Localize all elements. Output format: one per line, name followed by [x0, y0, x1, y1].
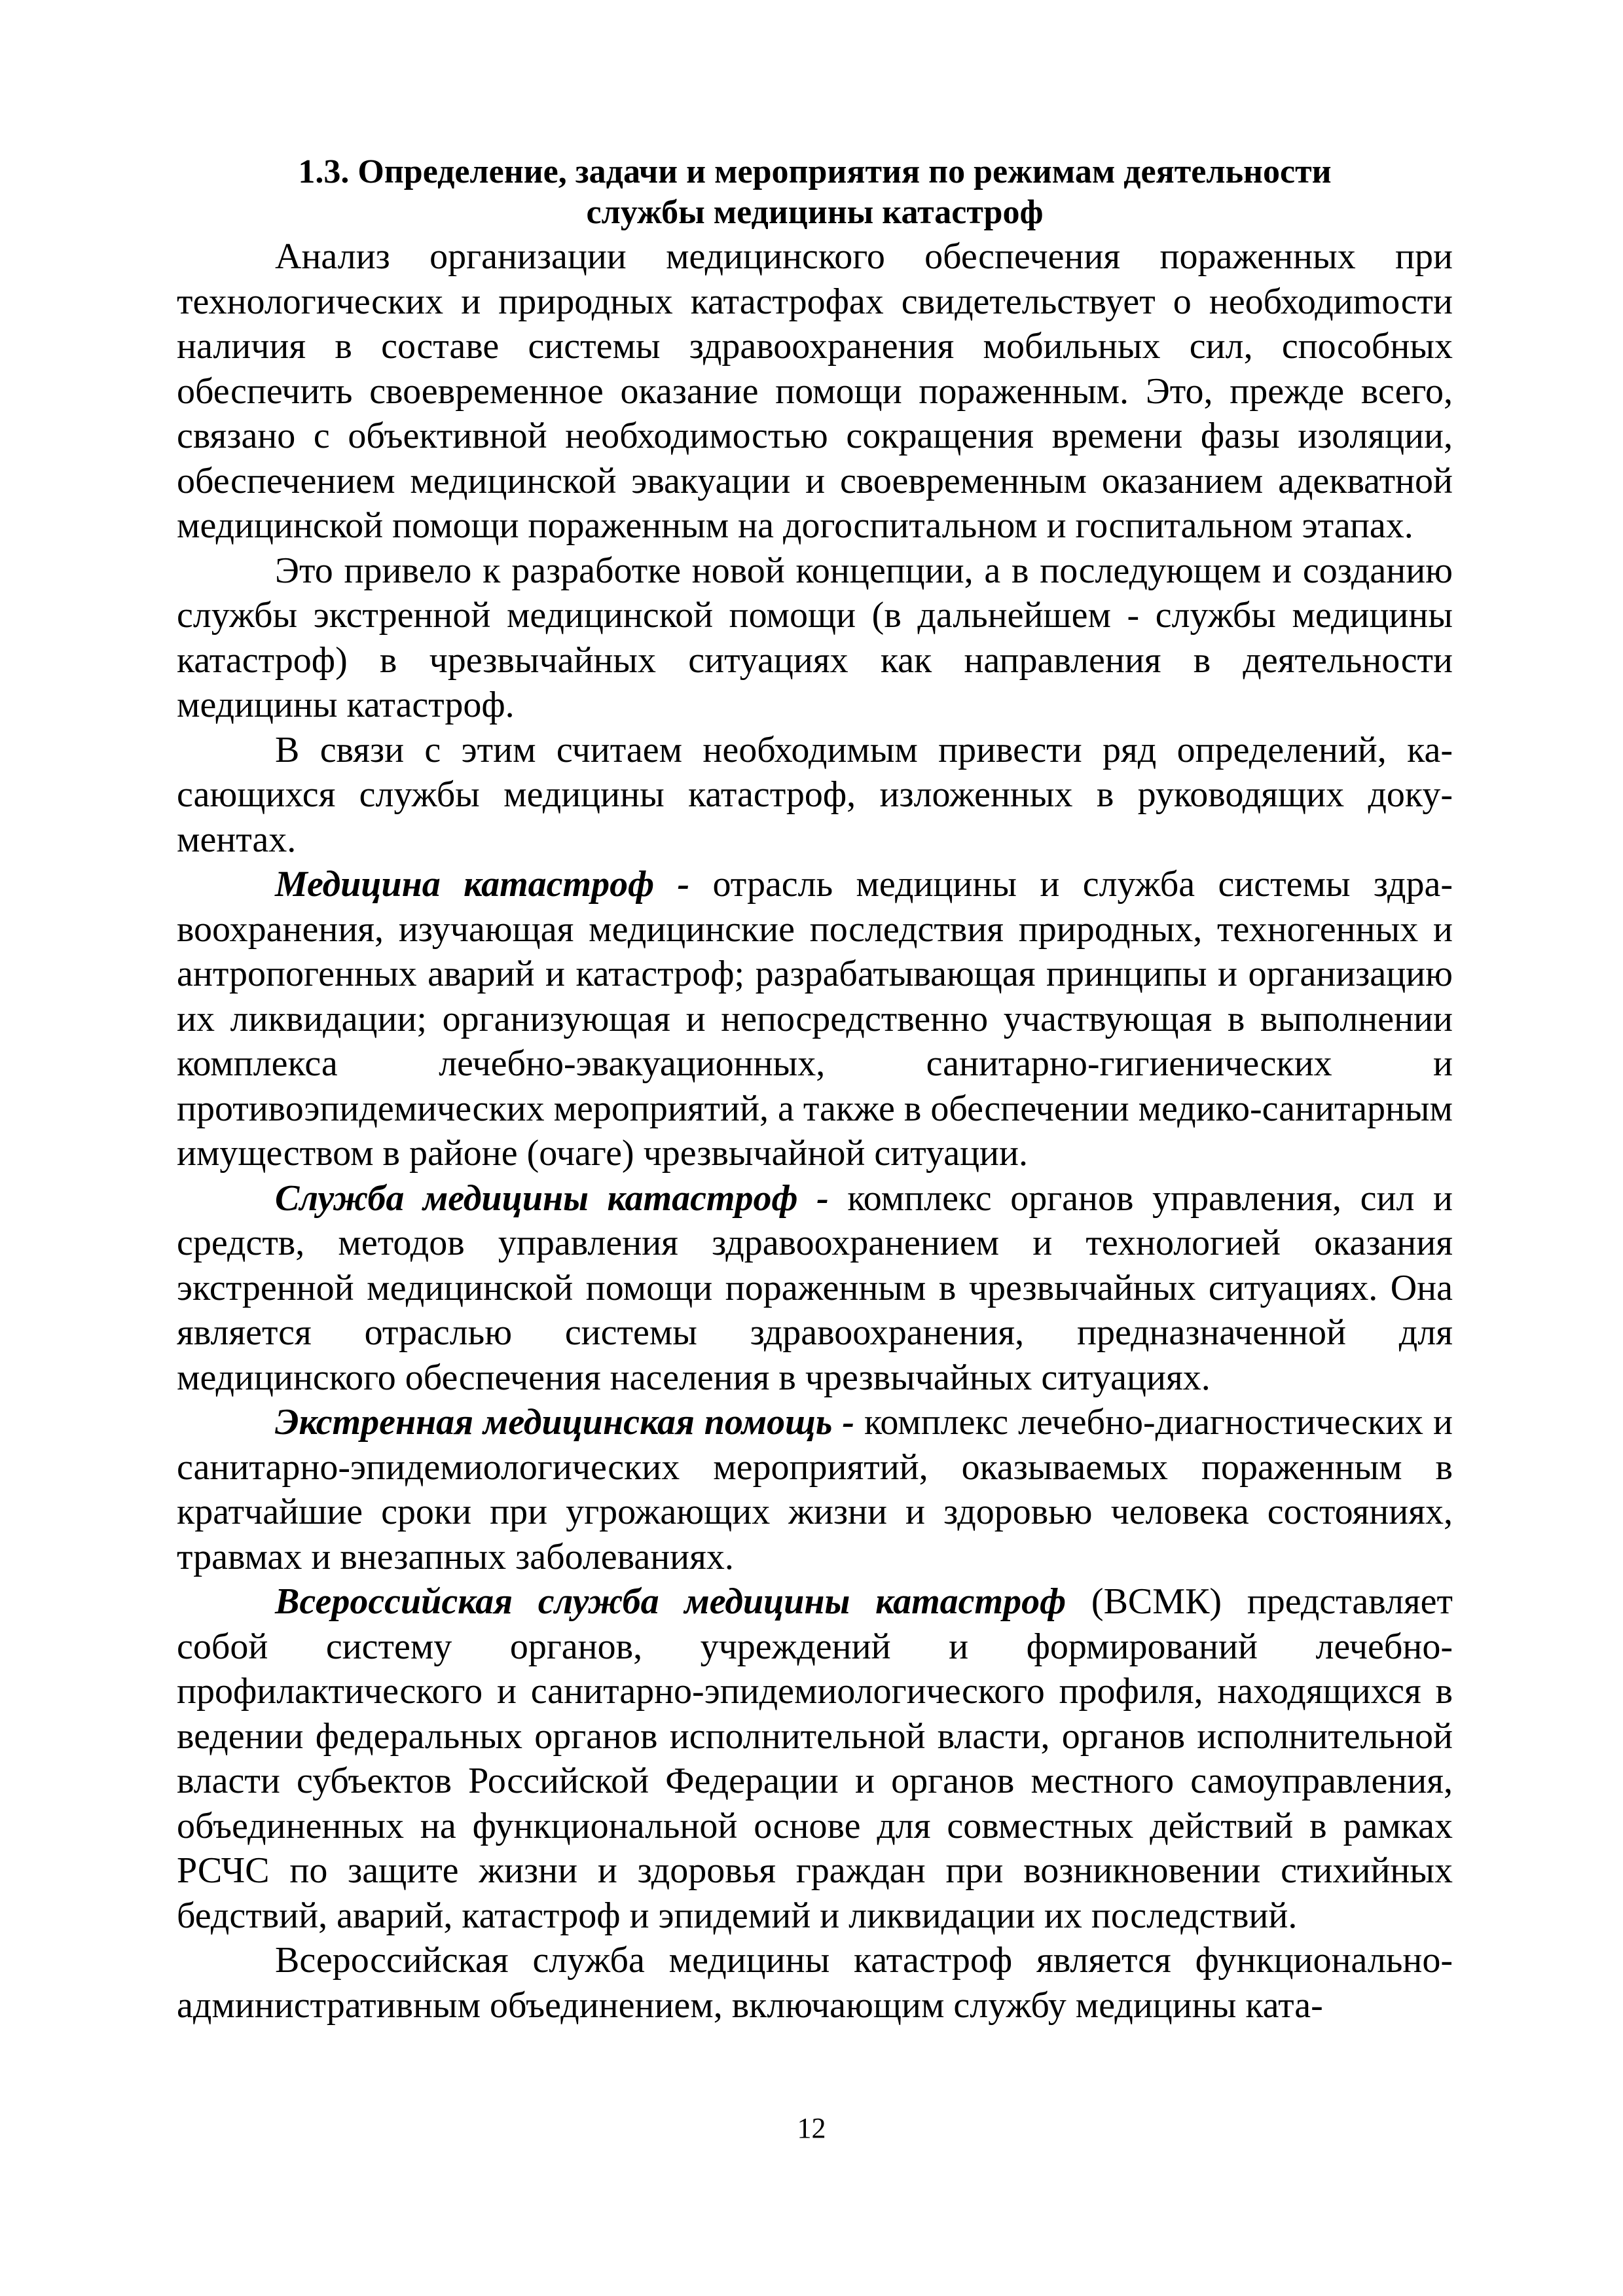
paragraph-vsmk-structure: [177, 1938, 1453, 2028]
definition-text: комплекс лечебно-диагностических и санитарно-эпидемиологических мероприятий, оказываемых пораженным в кратчайшие сроки при угрожающих жизни и здоровью человека состояниях, травмах и внезапных заболеваниях.: [177, 1402, 1453, 1577]
definition-disaster-medicine-service: [177, 1176, 1453, 1401]
definition-term: Всероссийская служба медицины катастроф: [275, 1581, 1067, 1622]
paragraph-text: Анализ организации медицинского обеспечения пораженных при технологических и природных катастрофах свидетельствует о необходиmости наличия в составе системы здравоохранения мобильных сил, способных обеспечить своевременное оказание помощи пораженным. Это, прежде всего, связано с объективной необходимостью сокращения времени фазы изоляции, обеспечением медицинской эвакуации и своевременным оказанием адекватной медицинской помощи пораженным на догоспитальном и госпитальном этапах.: [177, 236, 1453, 546]
definition-text: (ВСМК) представляет собой систему органов, учреждений и формирований лечебно-профилактического и санитарно-эпидемиологического профиля, находящихся в ведении федеральных органов исполнительной власти, органов исполнительной власти субъектов Российской Федерации и органов местного самоуправления, объединенных на функциональной основе для совместных действий в рамках РСЧС по защите жизни и здоровья граждан при возникновении стихийных бедствий, аварий, катастроф и эпидемий и ликвидации их последствий.: [177, 1581, 1453, 1936]
section-heading-line-2: службы медицины катастроф: [586, 194, 1044, 231]
page-number: 12: [797, 2112, 826, 2144]
definition-disaster-medicine: [177, 862, 1453, 1176]
paragraph-definitions-intro: [177, 728, 1453, 863]
paragraph-analysis: [177, 234, 1453, 548]
paragraph-concept: [177, 548, 1453, 728]
paragraph-text: В связи с этим считаем необходимым привести ряд определений, касающихся службы медицины катастроф, изложенных в руководящих документах.: [177, 729, 1453, 860]
definition-text: комплекс органов управления, сил и средств, методов управления здравоохранением и технологией оказания экстренной медицинской помощи пораженным в чрезвычайных ситуациях. Она является отраслью системы здравоохранения, предназначенной для медицинского обеспечения населения в чрезвычайных ситуациях.: [177, 1177, 1453, 1398]
paragraph-text: Всероссийская служба медицины катастроф является функционально-административным объединением, включающим службу медицины ката-: [177, 1940, 1453, 2026]
definition-emergency-medical-aid: [177, 1400, 1453, 1579]
paragraph-text: Это привело к разработке новой концепции, а в последующем и созданию службы экстренной медицинской помощи (в дальнейшем - службы медицины катастроф) в чрезвычайных ситуациях как направления в деятельности медицины катастроф.: [177, 550, 1453, 725]
definition-term: Экстренная медицинская помощь -: [275, 1402, 854, 1443]
definition-vsmk: [177, 1579, 1453, 1938]
definition-text: отрасль медицины и служба системы здравоохранения, изучающая медицинские последствия природных, техногенных и антропогенных аварий и катастроф; разрабатывающая принципы и организацию их ликвидации; организующая и непосредственно участвующая в выполнении комплекса лечебно-эвакуационных, санитарно-гигиенических и противоэпидемических мероприятий, а также в обеспечении медико-санитарным имуществом в районе (очаге) чрезвычайной ситуации.: [177, 864, 1453, 1174]
section-heading: [177, 152, 1453, 233]
definition-term: Медицина катастроф -: [275, 864, 690, 905]
definition-term: Служба медицины катастроф -: [275, 1177, 829, 1219]
section-heading-line-1: 1.3. Определение, задачи и мероприятия по режимам деятельности: [298, 153, 1332, 190]
